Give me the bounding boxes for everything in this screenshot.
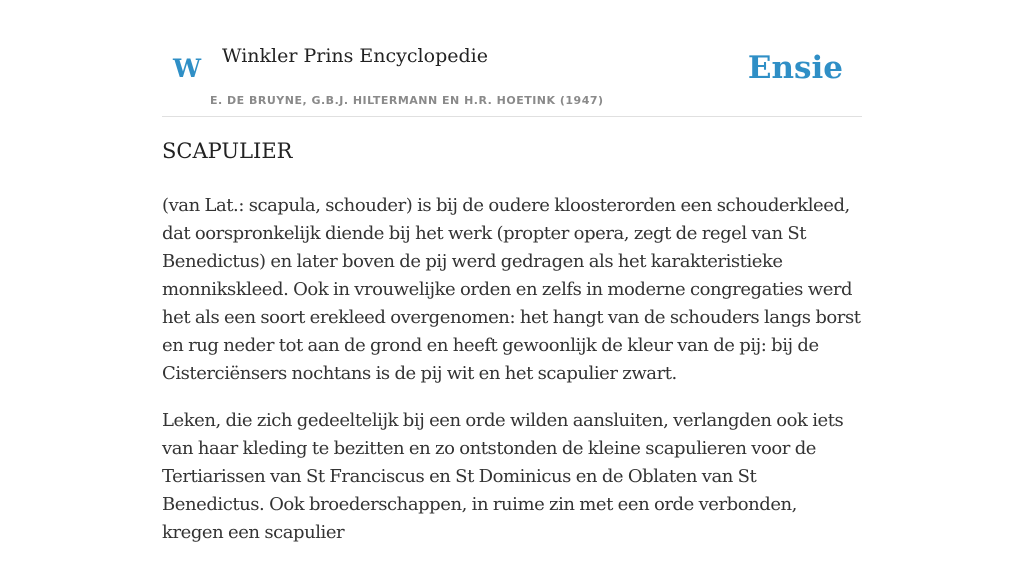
entry-body — [162, 192, 862, 566]
ensie-brand-logo[interactable]: Ensie — [747, 50, 843, 86]
publication-authors: E. DE BRUYNE, G.B.J. HILTERMANN EN H.R. HOETINK (1947) — [210, 94, 604, 107]
publication-header — [162, 40, 862, 117]
publication-title[interactable]: Winkler Prins Encyclopedie — [222, 45, 488, 67]
entry-paragraph: (van Lat.: scapula, schouder) is bij de oudere kloosterorden een schouderkleed, dat oorspronkelijk diende bij het werk (propter opera, zegt de regel van St Benedictus) en later boven de pij werd gedragen als het karakteristieke monnikskleed. Ook in vrouwelijke orden en zelfs in moderne congregaties werd het als een soort erekleed overgenomen: het hangt van de schouders langs borst en rug neder tot aan de grond en heeft gewoonlijk de kleur van de pij: bij de Cisterciënsers nochtans is de pij wit en het scapulier zwart. — [162, 195, 861, 384]
entry-paragraph: Leken, die zich gedeeltelijk bij een orde wilden aansluiten, verlangden ook iets van haar kleding te bezitten en zo ontstonden de kleine scapulieren voor de Tertiarissen van St Franciscus en St Dominicus en de Oblaten van St Benedictus. Ook broederschappen, in ruime zin met een orde verbonden, kregen een scapulier — [162, 410, 844, 543]
publication-logo[interactable]: W — [173, 54, 202, 83]
entry-title: SCAPULIER — [162, 139, 293, 163]
